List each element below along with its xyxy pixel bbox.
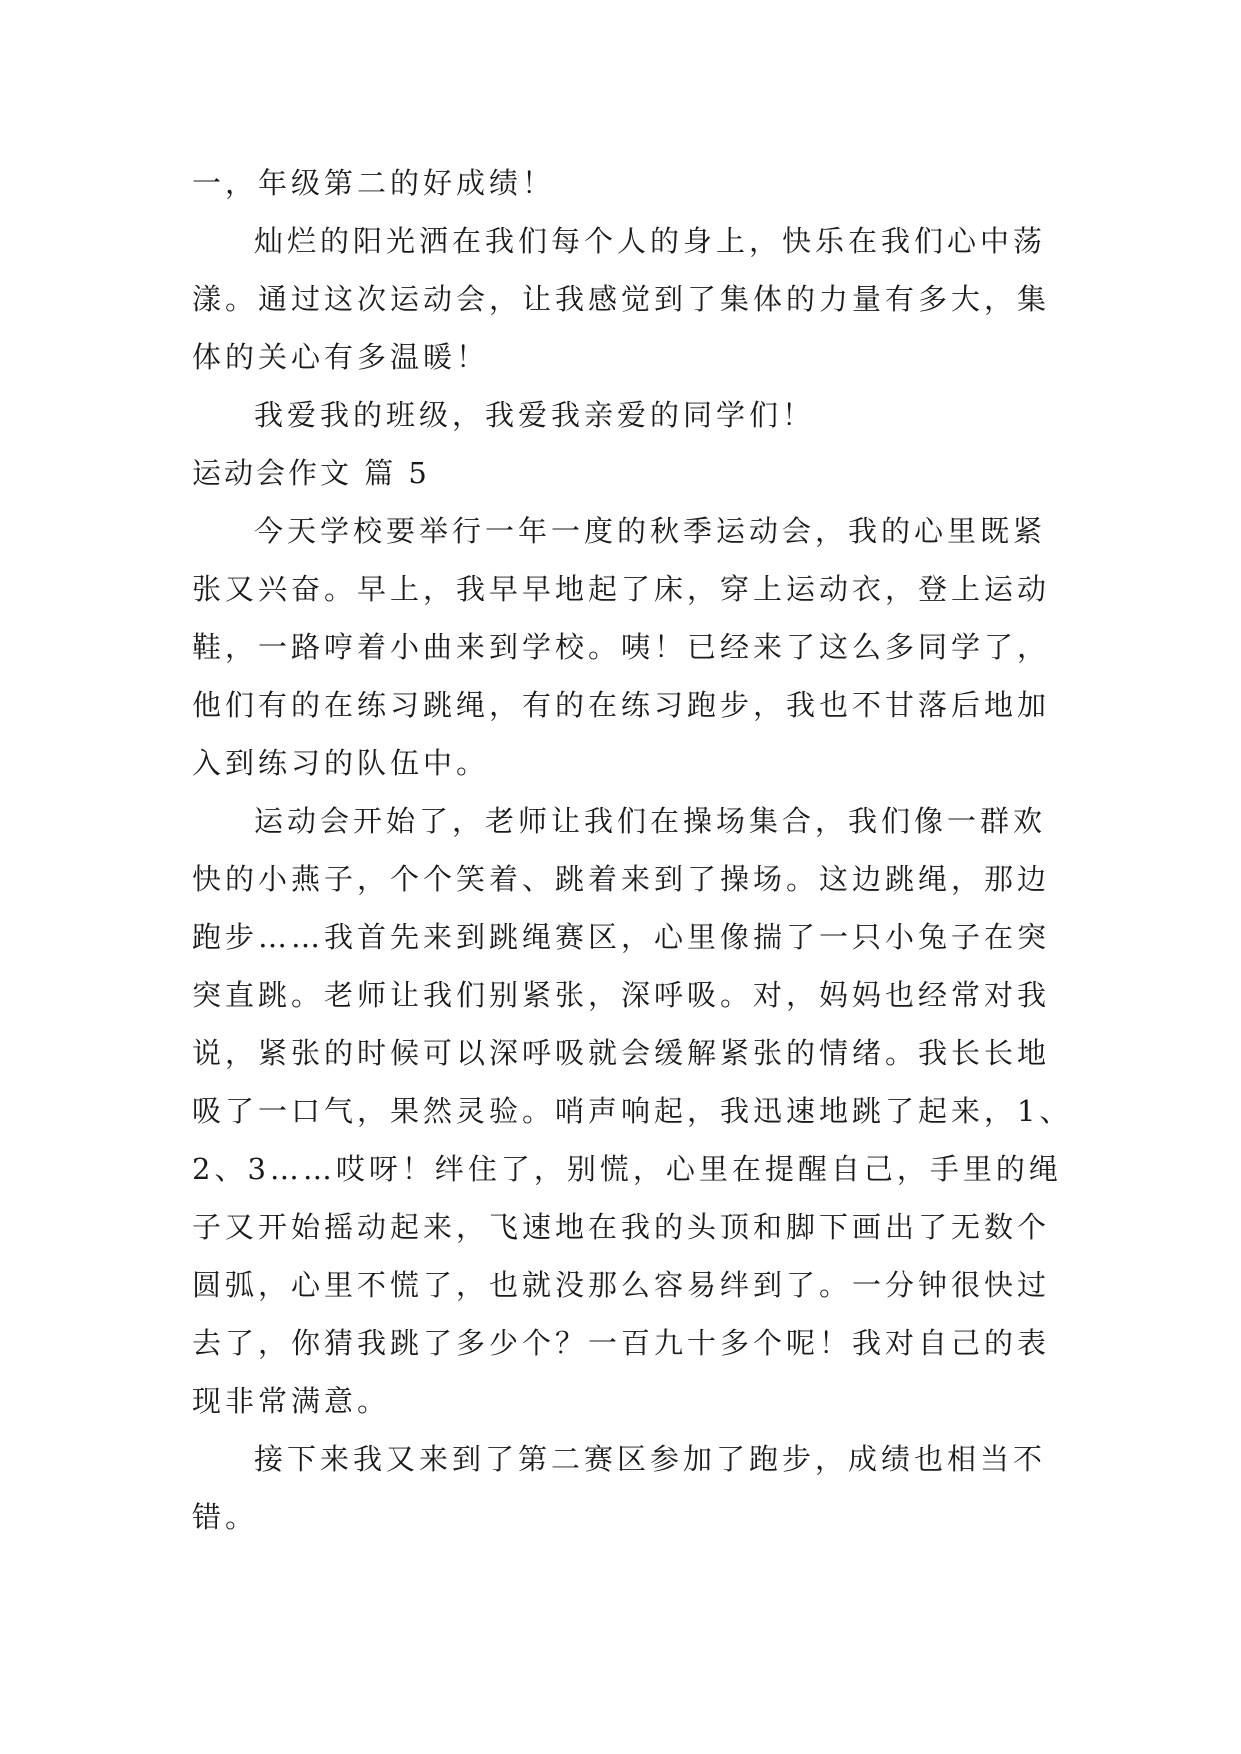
section-heading: 运动会作文 篇 5 xyxy=(192,456,430,490)
text-line: 张又兴奋。早上，我早早地起了床，穿上运动衣，登上运动 xyxy=(192,572,1051,606)
text-line: 鞋，一路哼着小曲来到学校。咦！已经来了这么多同学了， xyxy=(192,630,1051,664)
text-line: 跑步……我首先来到跳绳赛区，心里像揣了一只小兔子在突 xyxy=(192,920,1051,954)
paragraph-first-line: 接下来我又来到了第二赛区参加了跑步，成绩也相当不 xyxy=(254,1442,1047,1476)
paragraph-first-line: 今天学校要举行一年一度的秋季运动会，我的心里既紧 xyxy=(254,514,1047,548)
text-line: 错。 xyxy=(192,1500,259,1534)
text-line: 说，紧张的时候可以深呼吸就会缓解紧张的情绪。我长长地 xyxy=(192,1036,1051,1070)
paragraph-first-line: 我爱我的班级，我爱我亲爱的同学们！ xyxy=(254,398,816,432)
text-line: 一，年级第二的好成绩！ xyxy=(192,166,556,200)
text-line: 入到练习的队伍中。 xyxy=(192,746,490,780)
text-line: 吸了一口气，果然灵验。哨声响起，我迅速地跳了起来，1、 xyxy=(192,1094,1073,1128)
text-line: 快的小燕子，个个笑着、跳着来到了操场。这边跳绳，那边 xyxy=(192,862,1051,896)
text-line: 圆弧，心里不慌了，也就没那么容易绊到了。一分钟很快过 xyxy=(192,1268,1051,1302)
text-line: 他们有的在练习跳绳，有的在练习跑步，我也不甘落后地加 xyxy=(192,688,1051,722)
paragraph-first-line: 运动会开始了，老师让我们在操场集合，我们像一群欢 xyxy=(254,804,1047,838)
document-body xyxy=(192,154,1073,1546)
text-line: 体的关心有多温暖！ xyxy=(192,340,490,374)
text-line: 现非常满意。 xyxy=(192,1384,391,1418)
text-line: 去了，你猜我跳了多少个？一百九十多个呢！我对自己的表 xyxy=(192,1326,1051,1360)
text-line: 突直跳。老师让我们别紧张，深呼吸。对，妈妈也经常对我 xyxy=(192,978,1051,1012)
paragraph-first-line: 灿烂的阳光洒在我们每个人的身上，快乐在我们心中荡 xyxy=(254,224,1047,258)
text-line: 漾。通过这次运动会，让我感觉到了集体的力量有多大，集 xyxy=(192,282,1051,316)
text-line: 子又开始摇动起来，飞速地在我的头顶和脚下画出了无数个 xyxy=(192,1210,1051,1244)
text-line: 2、3……哎呀！绊住了，别慌，心里在提醒自己，手里的绳 xyxy=(192,1152,1062,1186)
